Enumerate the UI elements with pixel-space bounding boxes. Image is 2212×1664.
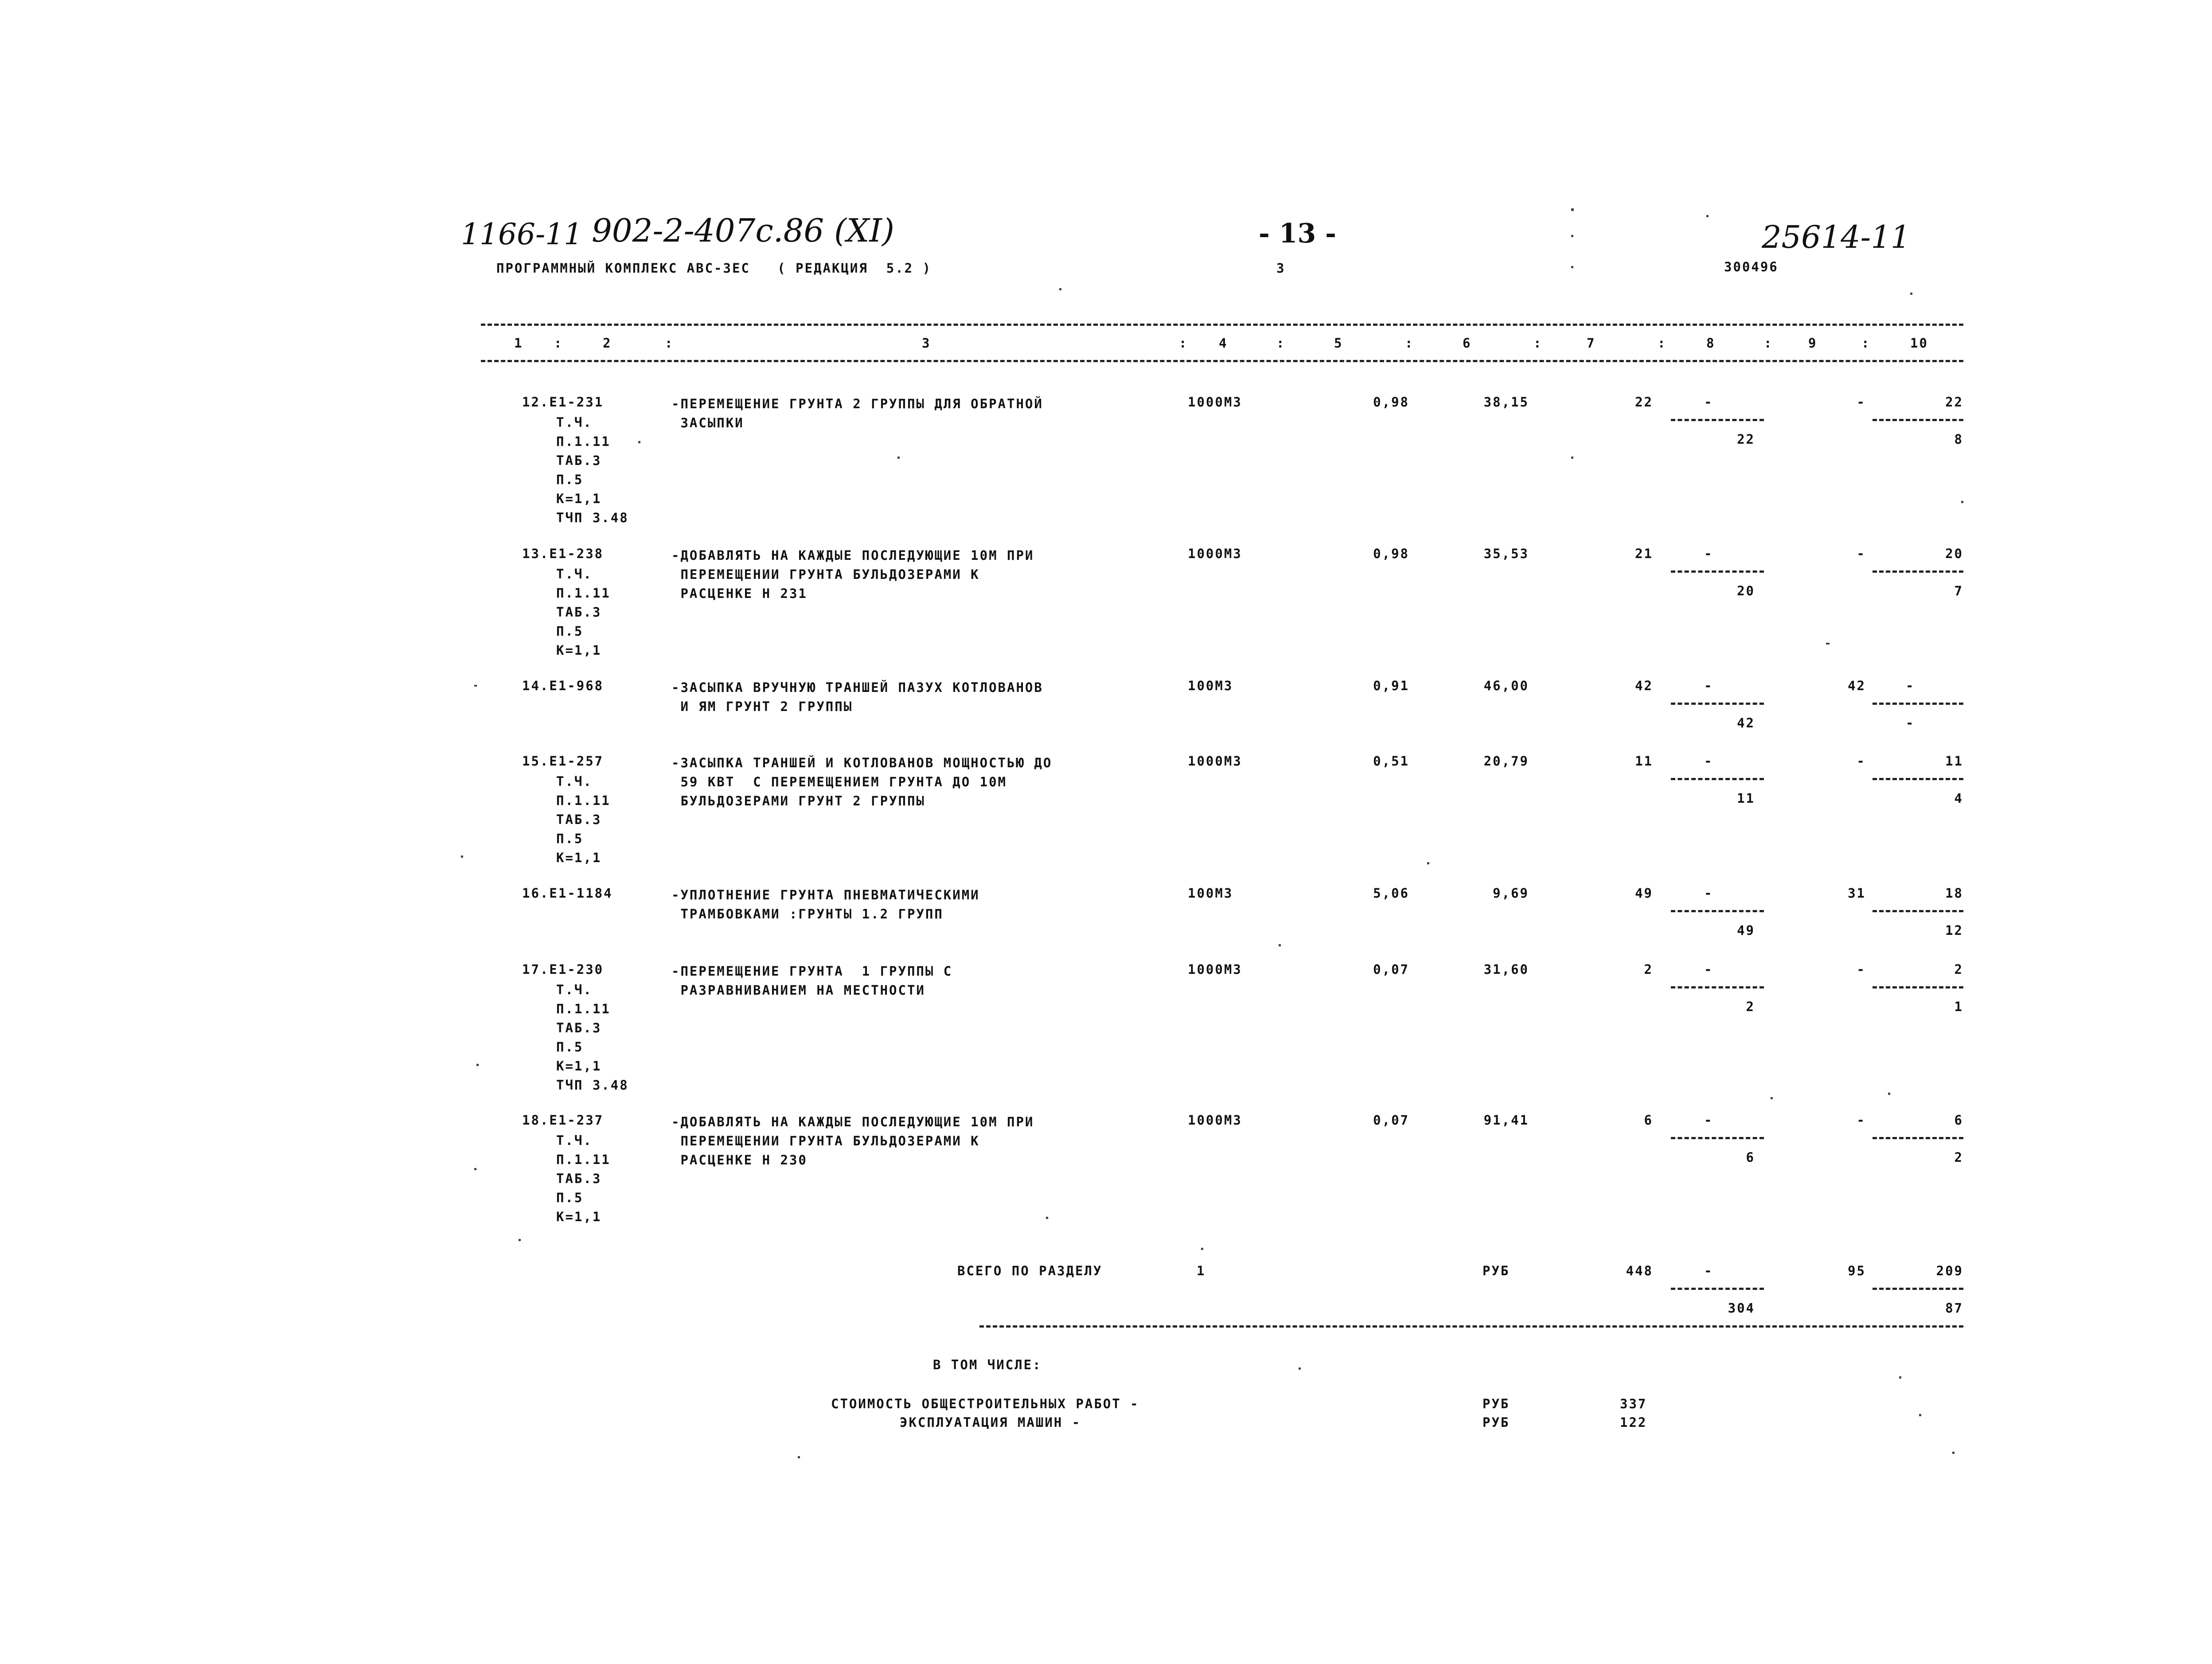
column-header: 9 [1808,336,1818,351]
row-notes: Т.Ч. П.1.11 ТАБ.3 П.5 К=1,1 [556,1133,611,1224]
row-col8-rule [1671,986,1764,988]
general-construction-unit: РУБ [1482,1396,1510,1411]
section-total-amount: 448 [1626,1263,1653,1278]
including-heading: В ТОМ ЧИСЛЕ: [933,1357,1042,1372]
page-marker: - 13 - [1259,218,1337,249]
row-total: 21 [1635,546,1653,561]
row-unit-price: 38,15 [1483,395,1529,410]
row-code: 14.Е1-968 [522,678,604,693]
row-code: 18.Е1-237 [522,1113,604,1128]
column-header: 5 [1334,336,1343,351]
row-col8-top: - [1704,754,1713,769]
row-col8-top: - [1704,546,1713,561]
row-col10-top: 20 [1945,546,1963,561]
row-col10-bottom: 2 [1954,1150,1963,1165]
row-unit: 1000М3 [1188,395,1242,410]
row-notes: Т.Ч. П.1.11 ТАБ.3 П.5 К=1,1 [556,774,611,865]
header-rule-top [481,324,1963,326]
row-unit: 100М3 [1188,678,1233,693]
handwritten-project-code: 902-2-407с.86 (XI) [592,212,894,249]
row-col8-top: - [1704,678,1713,693]
row-col10-bottom: - [1906,715,1915,730]
row-col8-bottom: 11 [1737,791,1755,806]
section-total-rule [979,1325,1963,1328]
row-col10-bottom: 12 [1945,923,1963,938]
row-col10-bottom: 8 [1954,432,1963,447]
column-separator: : [1405,336,1414,351]
row-col8-bottom: 6 [1746,1150,1755,1165]
row-col8-rule [1671,570,1764,573]
row-col10-rule [1873,778,1963,780]
row-col8-top: - [1704,962,1713,977]
row-col9: - [1857,754,1866,769]
row-col10-rule [1873,986,1963,988]
row-code: 12.Е1-231 [522,395,604,410]
column-separator: : [554,336,563,351]
row-quantity: 0,98 [1373,546,1409,561]
row-col9: - [1857,962,1866,977]
general-construction-value: 337 [1620,1396,1647,1411]
section-total-col10-top: 209 [1936,1263,1963,1278]
row-unit-price: 9,69 [1493,886,1529,901]
row-col9: 42 [1848,678,1866,693]
row-code: 17.Е1-230 [522,962,604,977]
column-header: 4 [1219,336,1228,351]
row-total: 6 [1644,1113,1653,1128]
column-header: 6 [1463,336,1472,351]
column-header: 3 [922,336,931,351]
column-separator: : [1861,336,1871,351]
row-col8-rule [1671,703,1764,705]
column-header: 10 [1910,336,1928,351]
row-col10-top: - [1906,678,1915,693]
section-total-label: ВСЕГО ПО РАЗДЕЛУ [957,1263,1103,1278]
row-total: 11 [1635,754,1653,769]
row-description: -ПЕРЕМЕЩЕНИЕ ГРУНТА 1 ГРУППЫ С РАЗРАВНИВАНИЕМ НА МЕСТНОСТИ [671,964,953,998]
row-col10-top: 2 [1954,962,1963,977]
row-col10-bottom: 4 [1954,791,1963,806]
row-col8-bottom: 49 [1737,923,1755,938]
column-header: 1 [514,336,523,351]
row-quantity: 0,91 [1373,678,1409,693]
general-construction-label: СТОИМОСТЬ ОБЩЕСТРОИТЕЛЬНЫХ РАБОТ - [831,1396,1139,1411]
column-separator: : [1276,336,1286,351]
section-total-col10-bottom: 87 [1945,1301,1963,1316]
row-unit-price: 46,00 [1483,678,1529,693]
header-rule-bottom [481,360,1963,362]
row-quantity: 0,51 [1373,754,1409,769]
row-total: 22 [1635,395,1653,410]
handwritten-sheet-number: 1166-11 [461,217,583,251]
row-notes: Т.Ч. П.1.11 ТАБ.3 П.5 К=1,1 ТЧП 3.48 [556,415,629,525]
column-header: 7 [1587,336,1596,351]
document-number: 300496 [1724,259,1779,274]
row-col10-bottom: 1 [1954,999,1963,1014]
row-col8-rule [1671,910,1764,912]
section-total-col8-top: - [1704,1263,1713,1278]
section-total-col8-rule [1671,1288,1764,1290]
row-unit: 1000М3 [1188,1113,1242,1128]
row-code: 16.Е1-1184 [522,886,613,901]
row-unit: 100М3 [1188,886,1233,901]
row-unit: 1000М3 [1188,754,1242,769]
row-code: 13.Е1-238 [522,546,604,561]
row-notes: Т.Ч. П.1.11 ТАБ.3 П.5 К=1,1 [556,566,611,658]
section-total-col8-bottom: 304 [1728,1301,1755,1316]
program-line: ПРОГРАММНЫЙ КОМПЛЕКС АВС-3ЕС ( РЕДАКЦИЯ 5.2 ) [496,261,932,276]
row-quantity: 0,07 [1373,1113,1409,1128]
row-col10-rule [1873,703,1963,705]
row-total: 42 [1635,678,1653,693]
machine-operation-unit: РУБ [1482,1415,1510,1430]
row-col9: 31 [1848,886,1866,901]
row-description: -ЗАСЫПКА ВРУЧНУЮ ТРАНШЕЙ ПАЗУХ КОТЛОВАНОВ И ЯМ ГРУНТ 2 ГРУППЫ [671,680,1043,714]
column-separator: : [1533,336,1543,351]
row-col8-top: - [1704,395,1713,410]
row-col8-bottom: 22 [1737,432,1755,447]
row-quantity: 0,98 [1373,395,1409,410]
row-col10-rule [1873,910,1963,912]
row-col8-bottom: 20 [1737,583,1755,598]
row-col10-top: 18 [1945,886,1963,901]
row-description: -ДОБАВЛЯТЬ НА КАЖДЫЕ ПОСЛЕДУЮЩИЕ 10М ПРИ ПЕРЕМЕЩЕНИИ ГРУНТА БУЛЬДОЗЕРАМИ К РАСЦЕНКЕ Н 231 [671,548,1034,601]
row-unit: 1000М3 [1188,546,1242,561]
row-col8-rule [1671,778,1764,780]
row-col10-rule [1873,419,1963,421]
row-notes: Т.Ч. П.1.11 ТАБ.3 П.5 К=1,1 ТЧП 3.48 [556,982,629,1093]
row-col8-rule [1671,1137,1764,1139]
row-code: 15.Е1-257 [522,754,604,769]
row-col10-top: 6 [1954,1113,1963,1128]
row-col8-rule [1671,419,1764,421]
row-description: -ДОБАВЛЯТЬ НА КАЖДЫЕ ПОСЛЕДУЮЩИЕ 10М ПРИ ПЕРЕМЕЩЕНИИ ГРУНТА БУЛЬДОЗЕРАМИ К РАСЦЕНКЕ Н 230 [671,1114,1034,1168]
column-separator: : [1658,336,1667,351]
row-col9: - [1857,395,1866,410]
column-separator: : [1764,336,1773,351]
row-unit-price: 20,79 [1483,754,1529,769]
row-total: 49 [1635,886,1653,901]
section-total-qty: 1 [1197,1263,1206,1278]
row-unit-price: 91,41 [1483,1113,1529,1128]
row-col10-bottom: 7 [1954,583,1963,598]
row-unit-price: 31,60 [1483,962,1529,977]
column-separator: : [1179,336,1188,351]
machine-operation-label: ЭКСПЛУАТАЦИЯ МАШИН - [900,1415,1081,1430]
handwritten-document-number: 25614-11 [1762,219,1911,255]
row-quantity: 5,06 [1373,886,1409,901]
row-unit-price: 35,53 [1483,546,1529,561]
row-col8-bottom: 42 [1737,715,1755,730]
section-total-col9: 95 [1848,1263,1866,1278]
machine-operation-value: 122 [1620,1415,1647,1430]
row-col10-rule [1873,570,1963,573]
row-col9: - [1857,1113,1866,1128]
sheet-number: 3 [1276,261,1286,276]
column-header: 2 [603,336,612,351]
row-description: -ЗАСЫПКА ТРАНШЕЙ И КОТЛОВАНОВ МОЩНОСТЬЮ ДО 59 КВТ С ПЕРЕМЕЩЕНИЕМ ГРУНТА ДО 10М БУЛЬДОЗЕРАМИ ГРУНТ 2 ГРУППЫ [671,755,1053,809]
row-unit: 1000М3 [1188,962,1242,977]
row-col10-rule [1873,1137,1963,1139]
row-quantity: 0,07 [1373,962,1409,977]
section-total-col10-rule [1873,1288,1963,1290]
row-col8-top: - [1704,1113,1713,1128]
column-header: 8 [1706,336,1716,351]
row-col8-bottom: 2 [1746,999,1755,1014]
row-col10-top: 22 [1945,395,1963,410]
row-col8-top: - [1704,886,1713,901]
row-total: 2 [1644,962,1653,977]
row-description: -ПЕРЕМЕЩЕНИЕ ГРУНТА 2 ГРУППЫ ДЛЯ ОБРАТНОЙ ЗАСЫПКИ [671,396,1043,430]
row-description: -УПЛОТНЕНИЕ ГРУНТА ПНЕВМАТИЧЕСКИМИ ТРАМБОВКАМИ :ГРУНТЫ 1.2 ГРУПП [671,887,980,922]
row-col9: - [1857,546,1866,561]
row-col10-top: 11 [1945,754,1963,769]
column-separator: : [665,336,674,351]
section-total-unit: РУБ [1482,1263,1510,1278]
